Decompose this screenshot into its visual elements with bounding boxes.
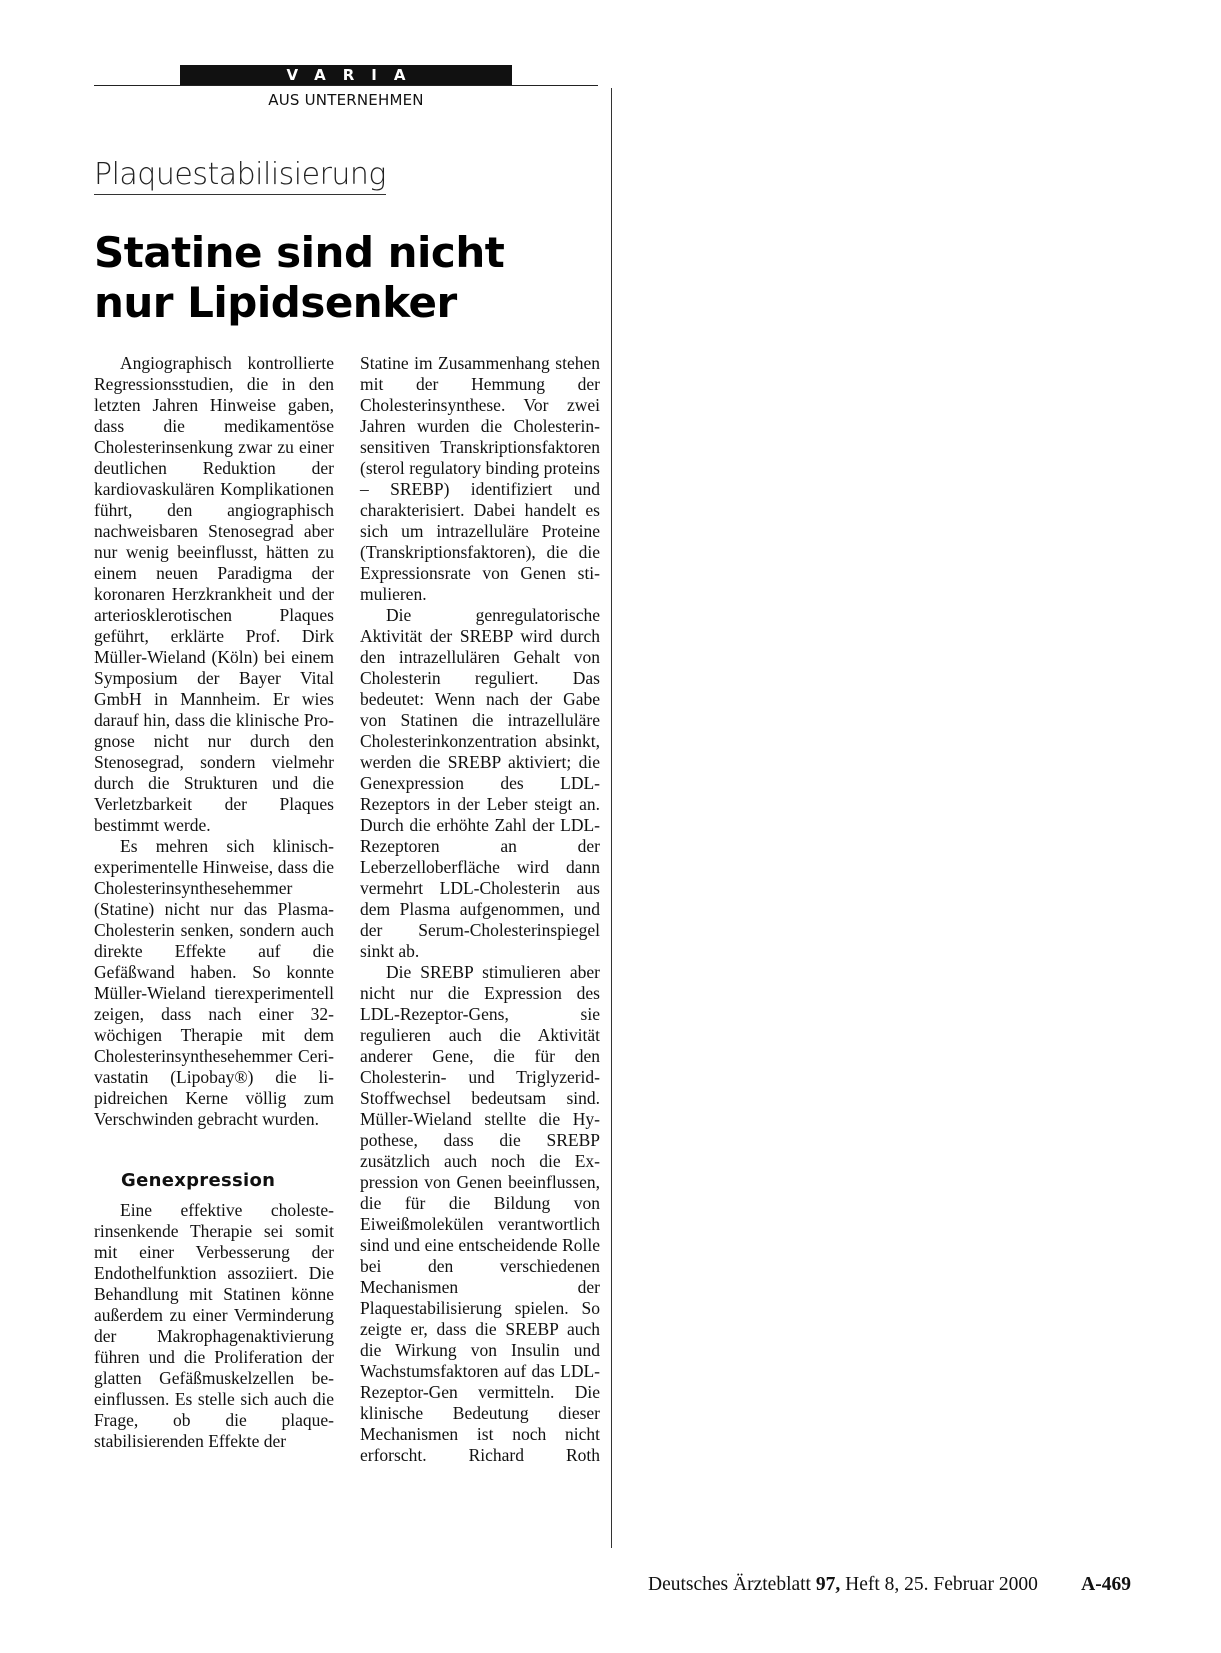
author-name: Richard Roth [468, 1445, 601, 1465]
section-bar: VARIA [180, 65, 512, 85]
right-column [360, 353, 600, 1466]
article-headline [94, 228, 594, 328]
page-footer [648, 1574, 1131, 1596]
journal-issue: Heft 8, 25. Februar 2000 [845, 1574, 1038, 1595]
headline-line-2: nur Lipidsenker [94, 278, 457, 327]
left-column [94, 353, 334, 1452]
column-rule [611, 88, 612, 1548]
top-rule [94, 85, 598, 86]
body-paragraph: Es mehren sich klinisch-experimentelle Hinweise, dass die Cholesterinsynthesehemmer (Statine) nicht nur das Plasma-Cholesterin senken, sondern auch direkte Effekte auf die Gefäßwand haben. So konnte Müller-Wieland tierexperimentell zeigen, dass nach einer 32-wöchigen Therapie mit dem Cholesterinsynthesehemmer Cerivastatin (Lipobay®) die lipidreichen Kerne völlig zum Verschwinden gebracht wurden. [94, 836, 334, 1129]
body-paragraph: Die genregulatorische Aktivität der SREBP wird durch den intrazellulären Gehalt von Cholesterin reguliert. Das bedeutet: Wenn nach der Gabe von Statinen die intrazelluläre Cholesterinkonzentration absinkt, werden die SREBP aktiviert; die Genexpression des LDL-Rezeptors in der Leber steigt an. Durch die erhöhte Zahl der LDL-Rezeptoren an der Leberzelloberfläche wird dann vermehrt LDL-Cholesterin aus dem Plasma aufgenommen, und der Serum-Cholesterinspiegel sinkt ab. [360, 605, 600, 961]
journal-volume: 97, [815, 1574, 841, 1595]
journal-name: Deutsches Ärzteblatt [648, 1574, 811, 1595]
body-paragraph: Angiographisch kontrollierte Regressionsstudien, die in den letzten Jahren Hinweise gaben, dass die medikamentöse Cholesterinsenkung zwar zu einer deutlichen Reduktion der kardiovaskulären Komplikationen führt, den angiographisch nachweisbaren Stenosegrad aber nur wenig beeinflusst, hätten zu einem neuen Paradigma der koronaren Herzkrankheit und der arteriosklerotischen Plaques geführt, erklärte Prof. Dirk Müller-Wieland (Köln) bei einem Symposium der Bayer Vital GmbH in Mannheim. Er wies darauf hin, dass die klinische Prognose nicht nur durch den Stenosegrad, sondern vielmehr durch die Strukturen und die Verletzbarkeit der Plaques bestimmt werde. [94, 353, 334, 835]
page-number: A-469 [1081, 1574, 1131, 1595]
headline-line-1: Statine sind nicht [94, 228, 505, 277]
body-paragraph: Eine effektive cholesterinsenkende Therapie sei somit mit einer Verbesserung der Endothelfunktion assoziiert. Die Behandlung mit Statinen könne außerdem zu einer Verminderung der Makrophagenaktivierung führen und die Proliferation der glatten Gefäßmuskelzellen beeinflussen. Es stelle sich auch die Frage, ob die plaquestabilisierenden Effekte der [94, 1200, 334, 1451]
subsection-label: AUS UNTERNEHMEN [268, 91, 424, 109]
article-kicker: Plaquestabilisierung [94, 160, 386, 195]
body-paragraph-final [360, 962, 600, 1466]
body-paragraph: Statine im Zusammenhang stehen mit der Hemmung der Cholesterinsynthese. Vor zwei Jahren wurden die Cholesterin-sensitiven Transkriptionsfaktoren (sterol regulatory binding proteins – SREBP) identifiziert und charakterisiert. Dabei handelt es sich um intrazelluläre Proteine (Transkriptionsfaktoren), die die Expressionsrate von Genen stimulieren. [360, 353, 600, 604]
final-paragraph-text: Die SREBP stimulieren aber nicht nur die Expression des LDL-Rezeptor-Gens, sie regulieren auch die Aktivität anderer Gene, die für den Cholesterin- und Triglyzerid-Stoffwechsel bedeutsam sind. Müller-Wieland stellte die Hypothese, dass die SREBP zusätzlich auch noch die Expression von Genen beeinflussen, die für die Bildung von Eiweißmolekülen verantwortlich sind und eine entscheidende Rolle bei den verschiedenen Mechanismen der Plaquestabilisierung spielen. So zeigte er, dass die SREBP auch die Wirkung von Insulin und Wachstumsfaktoren auf das LDL-Rezeptor-Gen vermitteln. Die klinische Bedeutung dieser Mechanismen ist noch nicht erforscht. [360, 962, 600, 1465]
subheading: Genexpression [121, 1170, 276, 1191]
